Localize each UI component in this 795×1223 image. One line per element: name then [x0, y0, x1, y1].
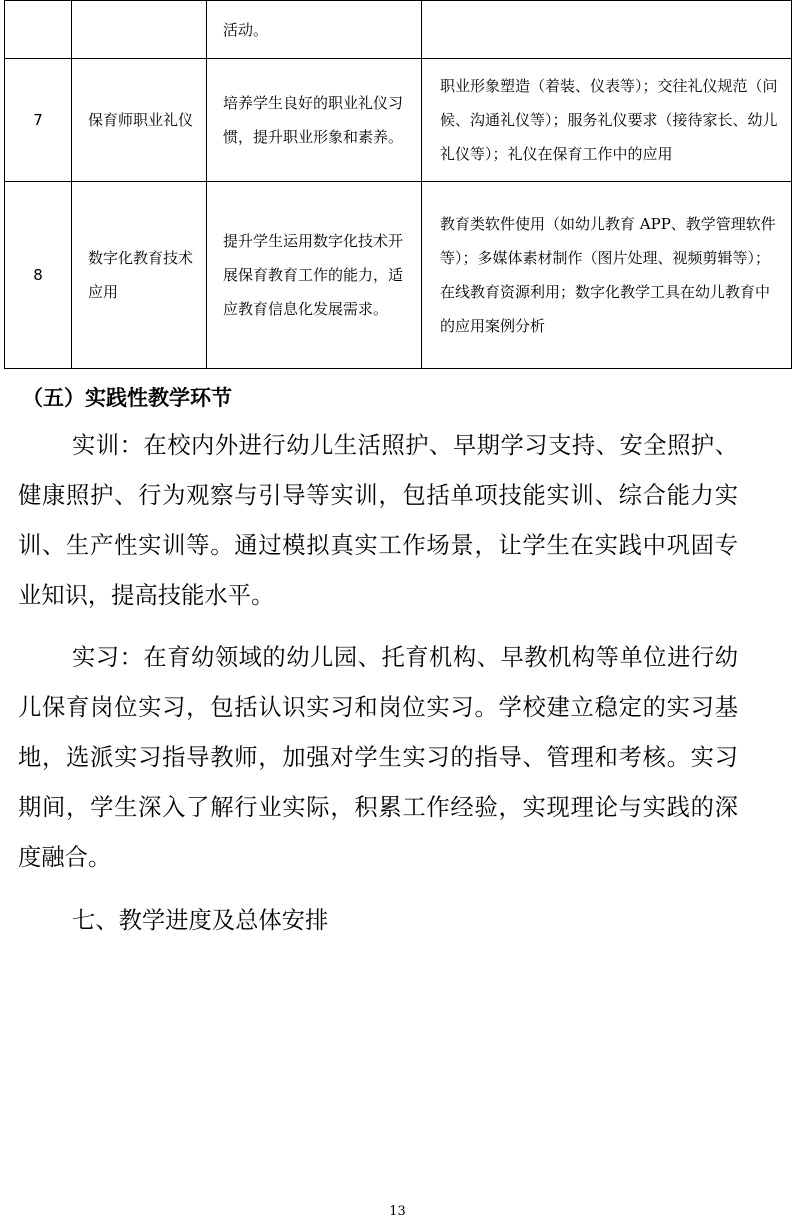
course-content	[422, 1, 792, 59]
course-goal: 提升学生运用数字化技术开展保育教育工作的能力，适应教育信息化发展需求。	[207, 182, 422, 369]
table-row	[5, 59, 792, 182]
course-content: 教育类软件使用（如幼儿教育 APP、教学管理软件等）；多媒体素材制作（图片处理、视频剪辑等）；在线教育资源利用；数字化教学工具在幼儿教育中的应用案例分析	[422, 182, 792, 369]
table-row	[5, 1, 792, 59]
section-heading: （五）实践性教学环节	[22, 386, 232, 410]
course-name: 保育师职业礼仪	[72, 59, 207, 182]
course-number: 7	[5, 59, 72, 182]
course-goal: 培养学生良好的职业礼仪习惯，提升职业形象和素养。	[207, 59, 422, 182]
chapter-heading: 七、教学进度及总体安排	[72, 907, 329, 934]
course-goal: 活动。	[207, 1, 422, 59]
course-number	[5, 1, 72, 59]
course-name: 数字化教育技术应用	[72, 182, 207, 369]
course-number: 8	[5, 182, 72, 369]
course-name	[72, 1, 207, 59]
course-table	[4, 0, 792, 369]
paragraph-training: 实训：在校内外进行幼儿生活照护、早期学习支持、安全照护、健康照护、行为观察与引导等实训，包括单项技能实训、综合能力实训、生产性实训等。通过模拟真实工作场景，让学生在实践中巩固专业知识，提高技能水平。	[18, 432, 738, 609]
page-number: 13	[389, 1204, 406, 1219]
table-row	[5, 182, 792, 369]
paragraph-internship: 实习：在育幼领域的幼儿园、托育机构、早教机构等单位进行幼儿保育岗位实习，包括认识实习和岗位实习。学校建立稳定的实习基地，选派实习指导教师，加强对学生实习的指导、管理和考核。实习期间，学生深入了解行业实际，积累工作经验，实现理论与实践的深度融合。	[18, 644, 738, 871]
course-content: 职业形象塑造（着装、仪表等）；交往礼仪规范（问候、沟通礼仪等）；服务礼仪要求（接待家长、幼儿礼仪等）；礼仪在保育工作中的应用	[422, 59, 792, 182]
